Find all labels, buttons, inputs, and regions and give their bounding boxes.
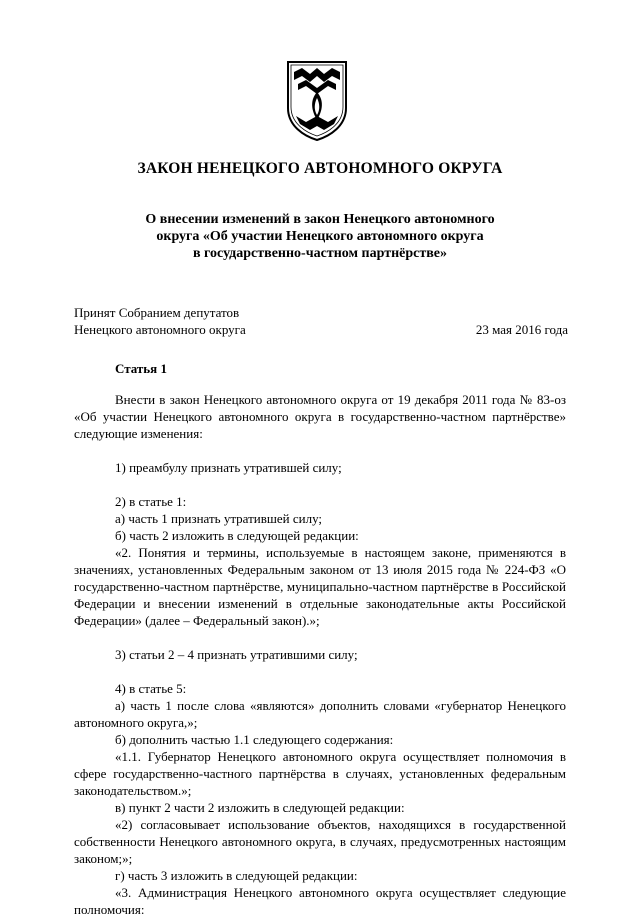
adoption-line: Ненецкого автономного округа [74, 322, 246, 337]
article-subitem: а) часть 1 признать утратившей силу; [115, 511, 323, 526]
subtitle-line: О внесении изменений в закон Ненецкого автономного [145, 212, 495, 227]
article-item: 2) в статье 1: [115, 494, 187, 509]
article-quote: «1.1. Губернатор Ненецкого автономного округа осуществляет полномочия в сфере государственно-частного партнёрства в случаях, установленных федеральным законодательством.»; [74, 749, 566, 798]
law-subtitle [90, 211, 550, 262]
article-item: 4) в статье 5: [115, 681, 187, 696]
article-item: 1) преамбулу признать утратившей силу; [115, 460, 342, 475]
subtitle-line: в государственно-частном партнёрстве» [192, 246, 448, 261]
article-subitem: г) часть 3 изложить в следующей редакции: [115, 868, 358, 883]
adoption-date: 23 мая 2016 года [475, 322, 568, 337]
article-item: 3) статьи 2 – 4 признать утратившими силу; [115, 647, 358, 662]
adoption-statement [74, 304, 246, 338]
article-subitem: б) дополнить частью 1.1 следующего содержания: [115, 732, 394, 747]
article-body [74, 391, 566, 918]
article-subitem: а) часть 1 после слова «являются» дополнить словами «губернатор Ненецкого автономного округа,»; [74, 698, 566, 730]
article-subitem: б) часть 2 изложить в следующей редакции: [115, 528, 359, 543]
article-quote: «3. Администрация Ненецкого автономного округа осуществляет следующие полномочия: [74, 885, 566, 917]
adoption-line: Принят Собранием депутатов [74, 305, 240, 320]
subtitle-line: округа «Об участии Ненецкого автономного округа [156, 229, 484, 244]
article-heading: Статья 1 [115, 361, 167, 376]
law-title: ЗАКОН НЕНЕЦКОГО АВТОНОМНОГО ОКРУГА [137, 160, 503, 177]
article-quote: «2. Понятия и термины, используемые в настоящем законе, применяются в значениях, установленных Федеральным законом от 13 июля 2015 года № 224-ФЗ «О государственно-частном партнёрстве, муниципально-частном партнёрстве в Российской Федерации и внесении изменений в отдельные законодательные акты Российской Федерации» (далее – Федеральный закон).»; [74, 545, 566, 628]
article-quote: «2) согласовывает использование объектов, находящихся в государственной собственности Ненецкого автономного округа, в случаях, предусмотренных настоящим законом;»; [74, 817, 566, 866]
article-intro: Внести в закон Ненецкого автономного округа от 19 декабря 2011 года № 83-оз «Об участии Ненецкого автономного округа в государственно-частном партнёрстве» следующие изменения: [74, 392, 566, 441]
article-subitem: в) пункт 2 части 2 изложить в следующей редакции: [115, 800, 405, 815]
coat-of-arms-icon [284, 60, 350, 142]
